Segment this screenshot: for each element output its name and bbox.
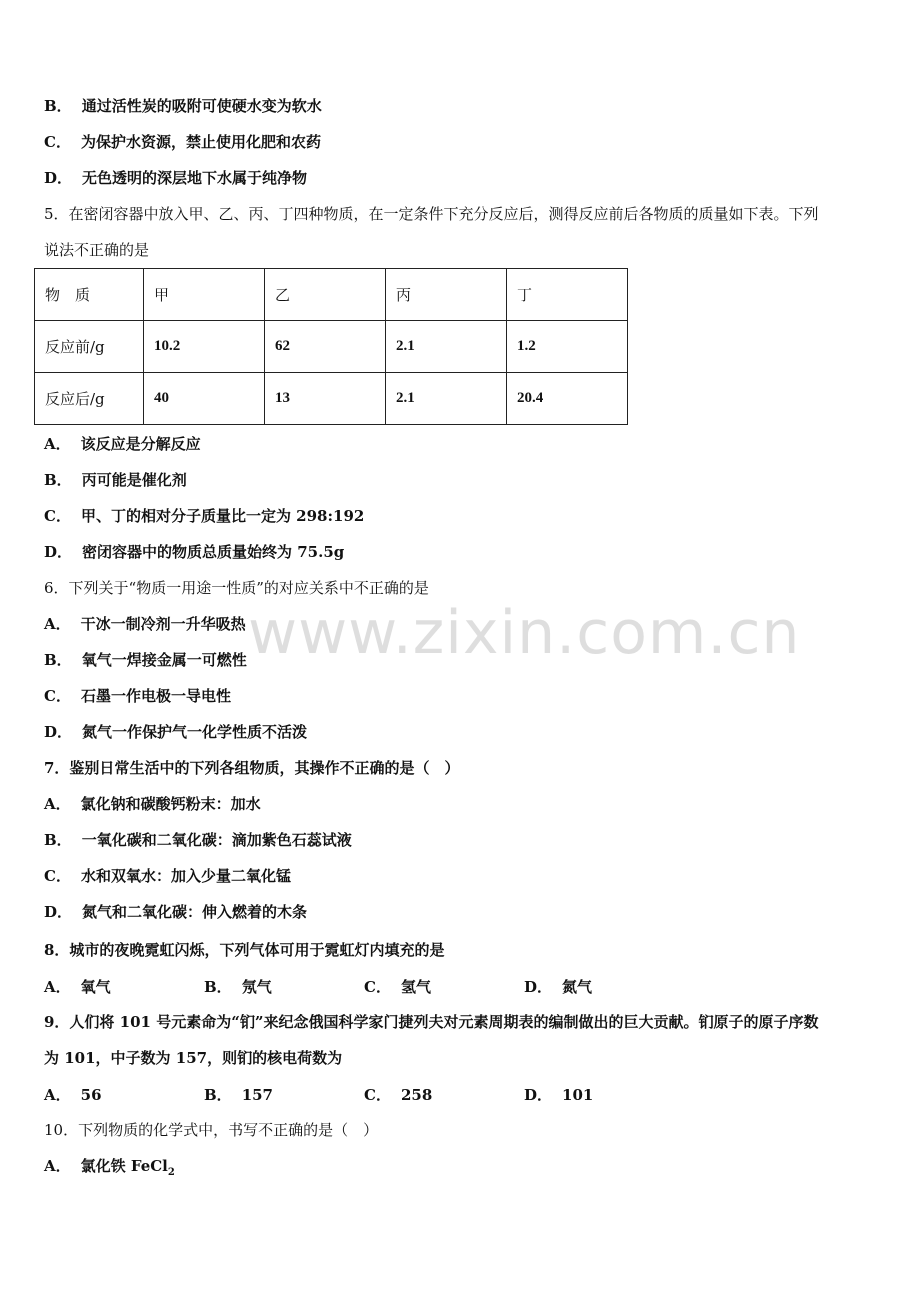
q5-stem-line1: 5．在密闭容器中放入甲、乙、丙、丁四种物质，在一定条件下充分反应后，测得反应前后各物质的质量如下表。下列 — [44, 205, 819, 223]
q9-stem-line1: 9．人们将 101 号元素命为“钔”来纪念俄国科学家门捷列夫对元素周期表的编制做出的巨大贡献。钔原子的原子序数 — [44, 1013, 819, 1031]
q8-stem: 8．城市的夜晚霓虹闪烁，下列气体可用于霓虹灯内填充的是 — [44, 941, 445, 959]
q6-option-c: C． 石墨一作电极一导电性 — [44, 687, 231, 705]
q9-option-d: D． 101 — [524, 1086, 594, 1104]
table-row-label: 反应前/g — [35, 321, 144, 373]
q5-option-a: A． 该反应是分解反应 — [44, 435, 201, 453]
q10-option-a: A． 氯化铁 FeCl$_2$ — [44, 1157, 175, 1178]
table-header-cell: 丁 — [507, 269, 628, 321]
q6-option-a: A． 干冰一制冷剂一升华吸热 — [44, 615, 246, 633]
table-header-cell: 丙 — [386, 269, 507, 321]
q5-option-d: D． 密闭容器中的物质总质量始终为 75.5g — [44, 543, 345, 561]
table-header-cell: 甲 — [144, 269, 265, 321]
table-cell: 13 — [265, 373, 386, 425]
q8-option-b: B． 氖气 — [204, 978, 272, 996]
table-header-row — [35, 269, 628, 321]
table-cell: 1.2 — [507, 321, 628, 373]
table-header-cell: 乙 — [265, 269, 386, 321]
q7-option-d: D． 氮气和二氧化碳：伸入燃着的木条 — [44, 903, 308, 921]
q5-option-c: C． 甲、丁的相对分子质量比一定为 298:192 — [44, 507, 365, 525]
q7-option-b: B． 一氧化碳和二氧化碳：滴加紫色石蕊试液 — [44, 831, 352, 849]
mass-table — [34, 268, 628, 425]
q8-option-d: D． 氮气 — [524, 978, 593, 996]
q9-option-a: A． 56 — [44, 1086, 102, 1104]
q7-option-a: A． 氯化钠和碳酸钙粉末：加水 — [44, 795, 261, 813]
q5-option-b: B． 丙可能是催化剂 — [44, 471, 187, 489]
q8-options — [44, 976, 684, 997]
table-cell: 10.2 — [144, 321, 265, 373]
q8-option-c: C． 氢气 — [364, 978, 431, 996]
table-cell: 62 — [265, 321, 386, 373]
table-row — [35, 373, 628, 425]
q9-option-b: B． 157 — [204, 1086, 273, 1104]
q7-option-c: C． 水和双氧水：加入少量二氧化锰 — [44, 867, 291, 885]
q7-stem: 7．鉴别日常生活中的下列各组物质，其操作不正确的是（ ） — [44, 759, 460, 777]
table-header-cell: 物 质 — [35, 269, 144, 321]
q8-option-a: A． 氧气 — [44, 978, 111, 996]
q4-option-c: C． 为保护水资源，禁止使用化肥和农药 — [44, 133, 321, 151]
q4-option-d: D． 无色透明的深层地下水属于纯净物 — [44, 169, 308, 187]
table-cell: 20.4 — [507, 373, 628, 425]
q4-option-b: B． 通过活性炭的吸附可使硬水变为软水 — [44, 97, 322, 115]
q10-stem: 10．下列物质的化学式中，书写不正确的是（ ） — [44, 1121, 379, 1139]
q6-stem: 6．下列关于“物质一用途一性质”的对应关系中不正确的是 — [44, 579, 429, 597]
q6-option-d: D． 氮气一作保护气一化学性质不活泼 — [44, 723, 308, 741]
q9-stem-line2: 为 101，中子数为 157，则钔的核电荷数为 — [44, 1049, 343, 1067]
q5-stem-line2: 说法不正确的是 — [44, 241, 150, 259]
q9-option-c: C． 258 — [364, 1086, 433, 1104]
table-cell: 2.1 — [386, 373, 507, 425]
table-cell: 40 — [144, 373, 265, 425]
table-cell: 2.1 — [386, 321, 507, 373]
q6-option-b: B． 氧气一焊接金属一可燃性 — [44, 651, 247, 669]
q9-options — [44, 1084, 684, 1105]
table-row-label: 反应后/g — [35, 373, 144, 425]
table-row — [35, 321, 628, 373]
watermark: www.zixin.com.cn — [248, 598, 801, 668]
